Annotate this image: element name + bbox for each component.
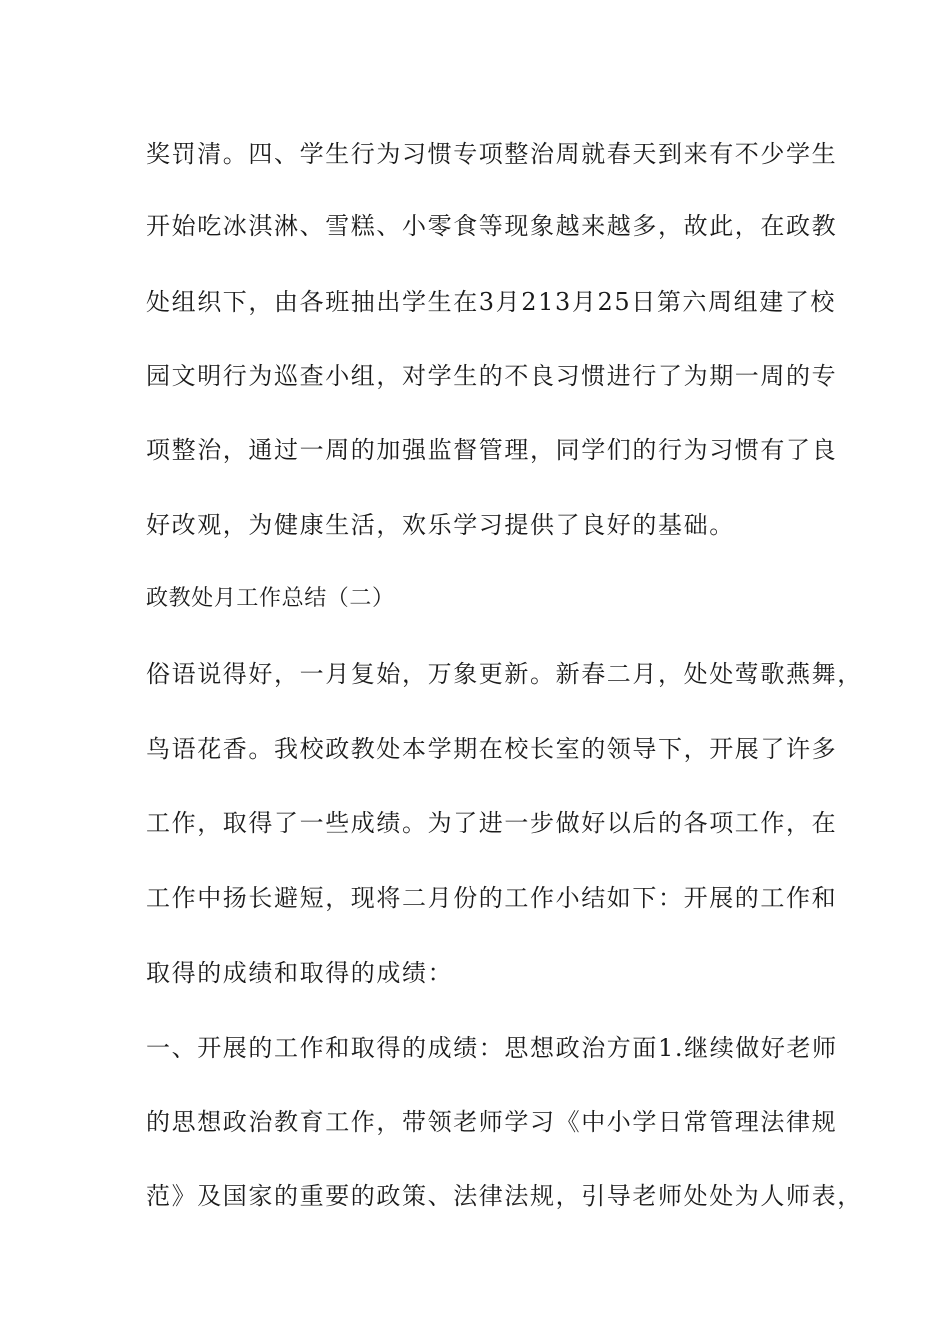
text-line-2: 开始吃冰淇淋、雪糕、小零食等现象越来越多，故此，在政教 (146, 212, 838, 240)
text-line-6: 好改观，为健康生活，欢乐学习提供了良好的基础。 (146, 511, 735, 539)
text-line-10: 工作，取得了一些成绩。为了进一步做好以后的各项工作，在 (146, 809, 838, 837)
text-line-9: 鸟语花香。我校政教处本学期在校长室的领导下，开展了许多 (146, 735, 838, 763)
text-line-3: 处组织下，由各班抽出学生在3月213月25日第六周组建了校 (146, 288, 837, 316)
text-line-1: 奖罚清。四、学生行为习惯专项整治周就春天到来有不少学生 (146, 140, 838, 168)
section-heading: 政教处月工作总结（二） (146, 586, 395, 611)
text-line-14: 的思想政治教育工作，带领老师学习《中小学日常管理法律规 (146, 1108, 838, 1136)
text-line-15: 范》及国家的重要的政策、法律法规，引导老师处处为人师表， (146, 1182, 863, 1210)
text-line-8: 俗语说得好，一月复始，万象更新。新春二月，处处莺歌燕舞， (146, 660, 863, 688)
text-line-4: 园文明行为巡查小组，对学生的不良习惯进行了为期一周的专 (146, 362, 838, 390)
text-line-13: 一、开展的工作和取得的成绩：思想政治方面1.继续做好老师 (146, 1034, 838, 1062)
text-line-12: 取得的成绩和取得的成绩： (146, 959, 454, 987)
text-line-11: 工作中扬长避短，现将二月份的工作小结如下：开展的工作和 (146, 884, 838, 912)
text-line-5: 项整治，通过一周的加强监督管理，同学们的行为习惯有了良 (146, 436, 838, 464)
